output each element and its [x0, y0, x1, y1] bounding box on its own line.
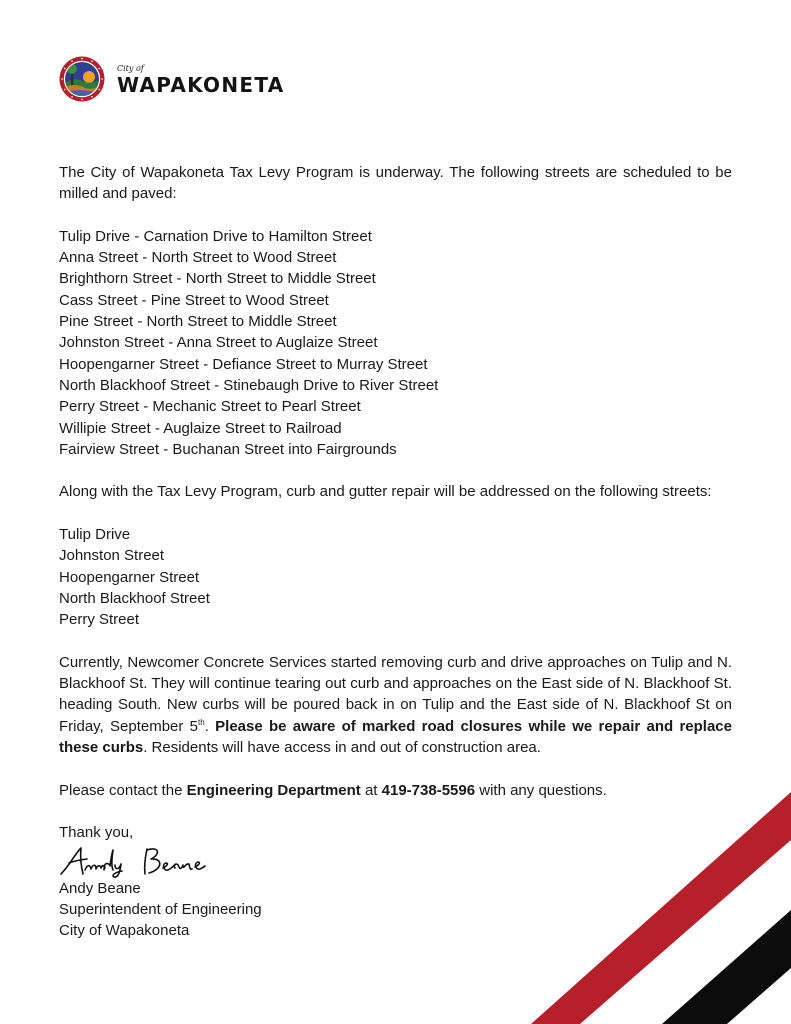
logo-wordmark	[117, 64, 285, 97]
update-text-2: .	[204, 717, 216, 735]
contact-middle: at	[360, 781, 382, 799]
list-item: North Blackhoof Street	[59, 589, 210, 607]
corner-stripes-decoration	[531, 792, 791, 1024]
list-item: Hoopengarner Street - Defiance Street to Murray Street	[59, 355, 428, 373]
list-item: Hoopengarner Street	[59, 568, 200, 586]
update-text-1: Currently, Newcomer Concrete Services started removing curb and drive approaches on Tulip and N. Blackhoof St. They will continue tearing out curb and approaches on the East side of N. Blackhoof St. heading South. New curbs will be poured back in on Tulip and the East side of N. Blackhoof St on Friday, September 5	[59, 653, 732, 735]
intro-paragraph: The City of Wapakoneta Tax Levy Program is underway. The following streets are scheduled to be milled and paved:	[59, 164, 732, 203]
list-item: Perry Street	[59, 611, 140, 629]
signer-name: Andy Beane	[59, 879, 141, 897]
list-item: Brighthorn Street - North Street to Middle Street	[59, 270, 376, 288]
list-item: Pine Street - North Street to Middle Street	[59, 313, 337, 331]
signer-organization: City of Wapakoneta	[59, 922, 190, 940]
construction-update-paragraph	[59, 652, 732, 758]
list-item: Tulip Drive - Carnation Drive to Hamilton Street	[59, 227, 372, 245]
list-item: Willipie Street - Auglaize Street to Railroad	[59, 419, 342, 437]
paving-street-list	[59, 226, 732, 460]
handwritten-signature	[59, 844, 219, 878]
road-closure-warning: Please be aware of marked road closures while we repair and replace these curbs	[59, 717, 732, 757]
list-item: Johnston Street	[59, 547, 165, 565]
city-seal-icon	[59, 56, 105, 102]
department-name: Engineering Department	[186, 781, 361, 799]
list-item: Fairview Street - Buchanan Street into Fairgrounds	[59, 440, 397, 458]
curb-street-list	[59, 524, 732, 630]
logo-city-of: City of	[117, 63, 144, 73]
list-item: Perry Street - Mechanic Street to Pearl Street	[59, 398, 361, 416]
phone-number: 419-738-5596	[381, 781, 476, 799]
list-item: Anna Street - North Street to Wood Street	[59, 249, 337, 267]
curb-intro-paragraph: Along with the Tax Levy Program, curb and gutter repair will be addressed on the following streets:	[59, 483, 712, 501]
list-item: North Blackhoof Street - Stinebaugh Drive to River Street	[59, 376, 439, 394]
date-ordinal-suffix: th	[198, 717, 205, 727]
list-item: Tulip Drive	[59, 526, 131, 544]
contact-suffix: with any questions.	[475, 781, 607, 799]
list-item: Cass Street - Pine Street to Wood Street	[59, 291, 329, 309]
signer-title: Superintendent of Engineering	[59, 900, 262, 918]
list-item: Johnston Street - Anna Street to Auglaize Street	[59, 334, 378, 352]
update-text-3: . Residents will have access in and out of construction area.	[143, 739, 541, 757]
closing-line: Thank you,	[59, 824, 134, 842]
logo-city-name: WAPAKONETA	[117, 72, 285, 97]
city-logo	[59, 56, 285, 102]
contact-prefix: Please contact the	[59, 781, 187, 799]
